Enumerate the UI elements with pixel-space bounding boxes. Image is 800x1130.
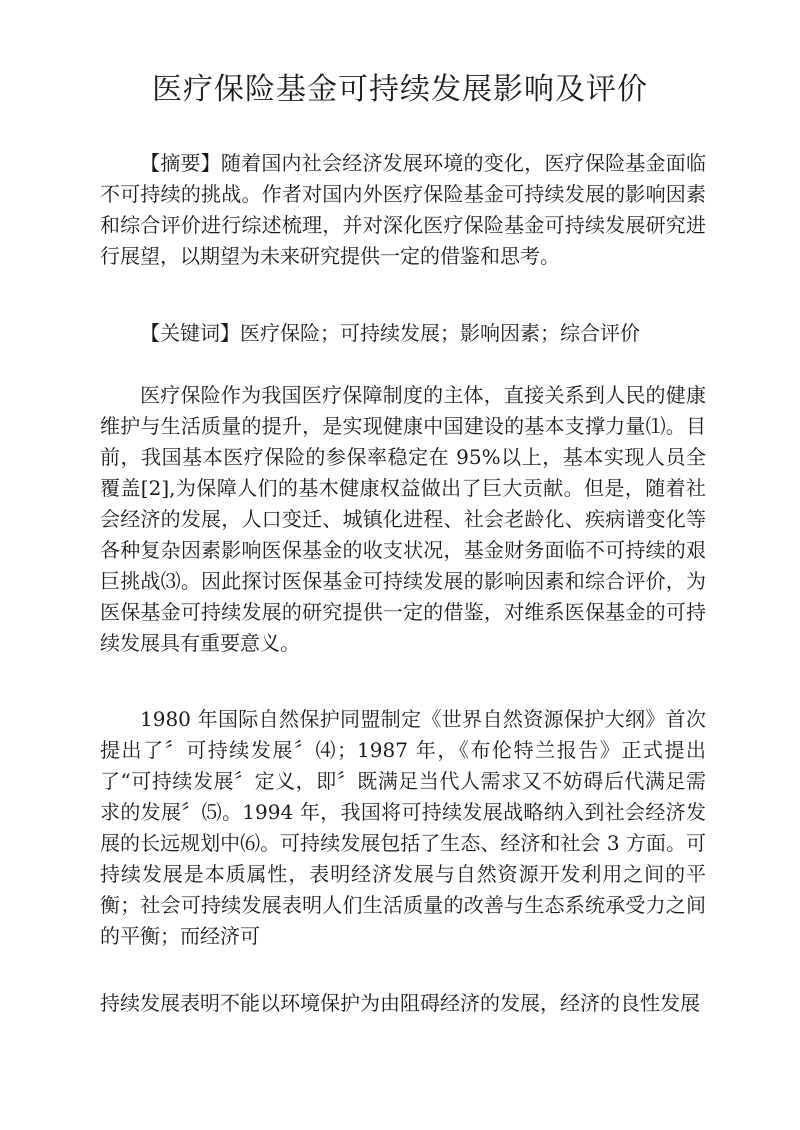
keywords-paragraph (100, 318, 706, 349)
body-paragraph-2: 1980 年国际自然保护同盟制定《世界自然资源保护大纲》首次提出了〞可持续发展〞⑷；1987 年，《布伦特兰报告》正式提出了“可持续发展〞定义，即〞既满足当代人需求又不妨碍后代满足需求的发展〞⑸。1994 年，我国将可持续发展战略纳入到社会经济发展的长远规划中⑹。可持续发展包括了生态、经济和社会 3 方面。可持续发展是本质属性，表明经济发展与自然资源开发利用之间的平衡；社会可持续发展表明人们生活质量的改善与生态系统承受力之间的平衡；而经济可 (100, 707, 706, 948)
abstract-paragraph (100, 148, 706, 272)
abstract-label: 【摘要】 (140, 151, 221, 175)
abstract-text: 随着国内社会经济发展环境的变化，医疗保险基金面临不可持续的挑战。作者对国内外医疗保险基金可持续发展的影响因素和综合评价进行综述梳理，并对深化医疗保险基金可持续发展研究进行展望，以期望为未来研究提供一定的借鉴和思考。 (100, 151, 707, 268)
page-title: 医疗保险基金可持续发展影响及评价 (152, 72, 648, 107)
keywords-label: 【关键词】 (140, 321, 240, 345)
body-paragraph-3: 持续发展表明不能以环境保护为由阻碍经济的发展，经济的良性发展 (100, 991, 700, 1015)
body-paragraph-1: 医疗保险作为我国医疗保障制度的主体，直接关系到人民的健康维护与生活质量的提升，是实现健康中国建设的基本支撑力量⑴。目前，我国基本医疗保险的参保率稳定在 95%以上，基本实现人员全覆盖[2],为保障人们的基木健康权益做出了巨大贡献。但是，随着社会经济的发展，人口变迁、城镇化进程、社会老龄化、疾病谱变化等各种复杂因素影响医保基金的收支状况，基金财务面临不可持续的艰巨挑战⑶。因此探讨医保基金可持续发展的影响因素和综合评价，为医保基金可持续发展的研究提供一定的借鉴，对维系医保基金的可持续发展具有重要意义。 (100, 383, 706, 655)
keywords-text: 医疗保险；可持续发展；影响因素；综合评价 (240, 321, 640, 345)
